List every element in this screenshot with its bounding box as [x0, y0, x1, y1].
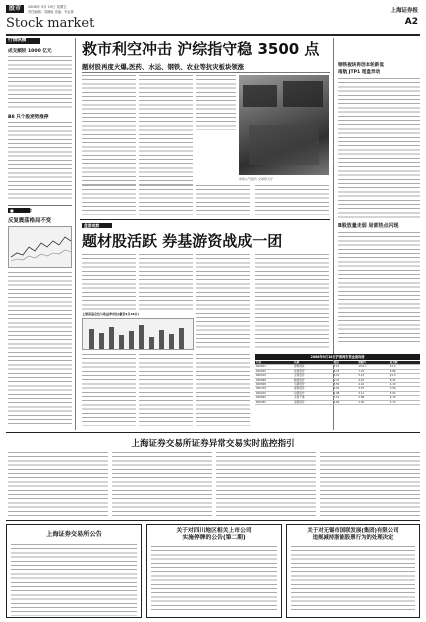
notice-bottom-rule — [6, 520, 420, 521]
photo-screens — [239, 75, 329, 175]
lead-sub-rule — [82, 72, 330, 73]
fund-flow-table — [255, 361, 420, 405]
table-cell: 5.66 — [333, 400, 358, 404]
table-cell: 武钢股份 — [293, 369, 333, 373]
lead-col-2 — [139, 75, 193, 185]
sidebar-bar-2: ■ — [8, 208, 30, 213]
feature-chart-title: 上周券基仓位与收益率对比(截至9月18日) — [82, 312, 140, 316]
table-cell: 9.47 — [333, 378, 358, 382]
sidebar-headline-3: 多空博弈 — [15, 208, 32, 213]
table-cell: 5.12 — [333, 365, 358, 369]
table-cell: 4.42 — [357, 383, 388, 387]
table-cell: 600808 — [255, 383, 293, 387]
lead-photo-caption: 市场人气回升 交易所大厅 — [239, 177, 273, 181]
sidebar-chart-svg — [9, 227, 73, 269]
section-tag: 股市 — [6, 5, 24, 13]
table-cell: 600282 — [255, 400, 293, 404]
table-cell: 2.98 — [333, 391, 358, 395]
table-cell: 唐钢股份 — [293, 387, 333, 391]
feature-table-title: 2008年9月18日沪深两市资金流向榜 — [255, 354, 420, 360]
sidebar-text-1 — [8, 56, 72, 110]
table-cell: 8.32 — [389, 378, 420, 382]
lead-col-5 — [255, 185, 329, 215]
right-text-2 — [338, 232, 420, 344]
lead-subhead: 题材股再度火爆,医药、水运、钢铁、农业等抗灾板块领涨 — [82, 63, 245, 71]
table-cell: 6.02 — [333, 387, 358, 391]
ad-text-1 — [11, 544, 137, 616]
table-cell: 宝钢股份 — [293, 374, 333, 378]
table-cell: 3.56 — [389, 387, 420, 391]
table-cell: 2.40 — [357, 400, 388, 404]
right-headline-2: 南航 JTP1 尾盘异动 — [338, 70, 381, 75]
feature-headline: 题材股活跃 券基游资战成一团 — [82, 232, 283, 250]
table-cell: 7.25 — [357, 369, 388, 373]
paper-name: 上海证券报 — [390, 8, 418, 14]
ad-box-1 — [6, 524, 142, 618]
notice-col-3 — [216, 452, 316, 516]
page-number: A2 — [404, 17, 418, 27]
table-cell: 2.88 — [357, 396, 388, 400]
table-cell: 马钢股份 — [293, 383, 333, 387]
table-cell: 3.55 — [333, 383, 358, 387]
sidebar-headline-1: 成交额较 1000 亿元 — [8, 49, 52, 54]
feature-col-3 — [196, 254, 250, 350]
sidebar-col-rule — [75, 38, 76, 430]
table-cell: 南钢股份 — [293, 400, 333, 404]
table-cell: 2.13 — [389, 400, 420, 404]
table-cell: 9.86 — [389, 369, 420, 373]
section-title-en: Stock market — [6, 16, 95, 31]
masthead-rule — [6, 34, 420, 36]
table-cell: 000825 — [255, 396, 293, 400]
lead-col-2b — [139, 185, 193, 215]
table-cell: 收盘 — [333, 361, 358, 365]
table-cell: 包钢股份 — [293, 391, 333, 395]
table-cell: 代码 — [255, 361, 293, 365]
sidebar-chart — [8, 226, 72, 268]
feature-col-1 — [82, 254, 136, 310]
notice-top-rule — [6, 432, 420, 433]
lead-photo — [239, 75, 329, 175]
feature-chart — [82, 318, 194, 350]
lead-col-3 — [196, 75, 236, 130]
table-cell: 21.0 — [389, 374, 420, 378]
ad-box-3 — [286, 524, 420, 618]
lead-headline: 救市利空冲击 沪综指守稳 3500 点 — [82, 40, 320, 58]
table-cell: 5.02 — [389, 391, 420, 395]
table-cell: 600005 — [255, 369, 293, 373]
feature-col-2b — [139, 354, 193, 426]
table-cell: 名称 — [293, 361, 333, 365]
sidebar-text-3 — [8, 272, 72, 426]
table-cell: 涨幅% — [357, 361, 388, 365]
right-headline-3: B股放量走弱 局部热点闪现 — [338, 223, 399, 229]
right-text-1 — [338, 78, 420, 218]
feature-col-1b — [82, 354, 136, 426]
ad-box-2 — [146, 524, 282, 618]
table-cell: 600019 — [255, 374, 293, 378]
ad-title-2: 关于对四川地区相关上市公司 实施停牌的公告(第二期) — [176, 528, 252, 541]
lead-col-1 — [82, 75, 136, 185]
feature-top-rule — [80, 219, 330, 220]
table-cell: 7.15 — [333, 396, 358, 400]
right-headline-1: 钢铁板块再创本轮新低 — [338, 63, 384, 68]
notice-col-4 — [320, 452, 420, 516]
sidebar-text-2 — [8, 122, 72, 202]
ad-text-3 — [291, 546, 415, 612]
lead-col-1b — [82, 185, 136, 215]
notice-col-2 — [112, 452, 212, 516]
feature-col-2 — [139, 254, 193, 310]
editor-line: 责任编辑：刘静南 美编：韦孟林 — [28, 10, 74, 14]
lead-col-4 — [196, 185, 250, 215]
table-cell: 4.10 — [389, 383, 420, 387]
table-cell: 邯郸钢铁 — [293, 365, 333, 369]
table-cell: 太钢不锈 — [293, 396, 333, 400]
feature-bar: 盘面观察 — [82, 223, 112, 228]
table-cell: 000709 — [255, 387, 293, 391]
table-cell: 12.4 — [389, 365, 420, 369]
feature-col-4 — [255, 254, 329, 350]
sidebar-headline-2: B8 只个股逆势涨停 — [8, 115, 49, 120]
feature-chart-svg — [83, 319, 195, 351]
table-cell: 成交额 — [389, 361, 420, 365]
table-cell: 6.21 — [333, 374, 358, 378]
sidebar-bar: 行情纵横 — [6, 38, 40, 44]
ad-title-3: 关于对无锡市国联发展(集团)有限公司 违规减持浙能股票行为的处理决定 — [307, 528, 399, 541]
sidebar-divider — [8, 205, 72, 206]
feature-col-3b — [196, 354, 250, 426]
notice-col-1 — [8, 452, 108, 516]
table-cell: 3.11 — [357, 391, 388, 395]
table-cell: 000898 — [255, 378, 293, 382]
table-cell: 10.01 — [357, 365, 388, 369]
table-cell: 5.13 — [357, 374, 388, 378]
table-cell: 3.97 — [357, 387, 388, 391]
table-cell: 600010 — [255, 391, 293, 395]
table-cell: 鞍钢股份 — [293, 378, 333, 382]
table-row — [255, 400, 420, 404]
issue-meta: 2008年 9月 19日 星期五 — [28, 5, 67, 9]
table-cell: 8.33 — [333, 369, 358, 373]
notice-title: 上海证券交易所证券异常交易实时监控指引 — [131, 439, 295, 449]
table-cell: 4.81 — [357, 378, 388, 382]
ad-title-1: 上海证券交易所公告 — [46, 531, 102, 538]
table-cell: 600001 — [255, 365, 293, 369]
table-cell: 6.74 — [389, 396, 420, 400]
sidebar-headline-3b: 反复震荡格局不变 — [8, 218, 52, 224]
ad-text-2 — [151, 546, 277, 612]
